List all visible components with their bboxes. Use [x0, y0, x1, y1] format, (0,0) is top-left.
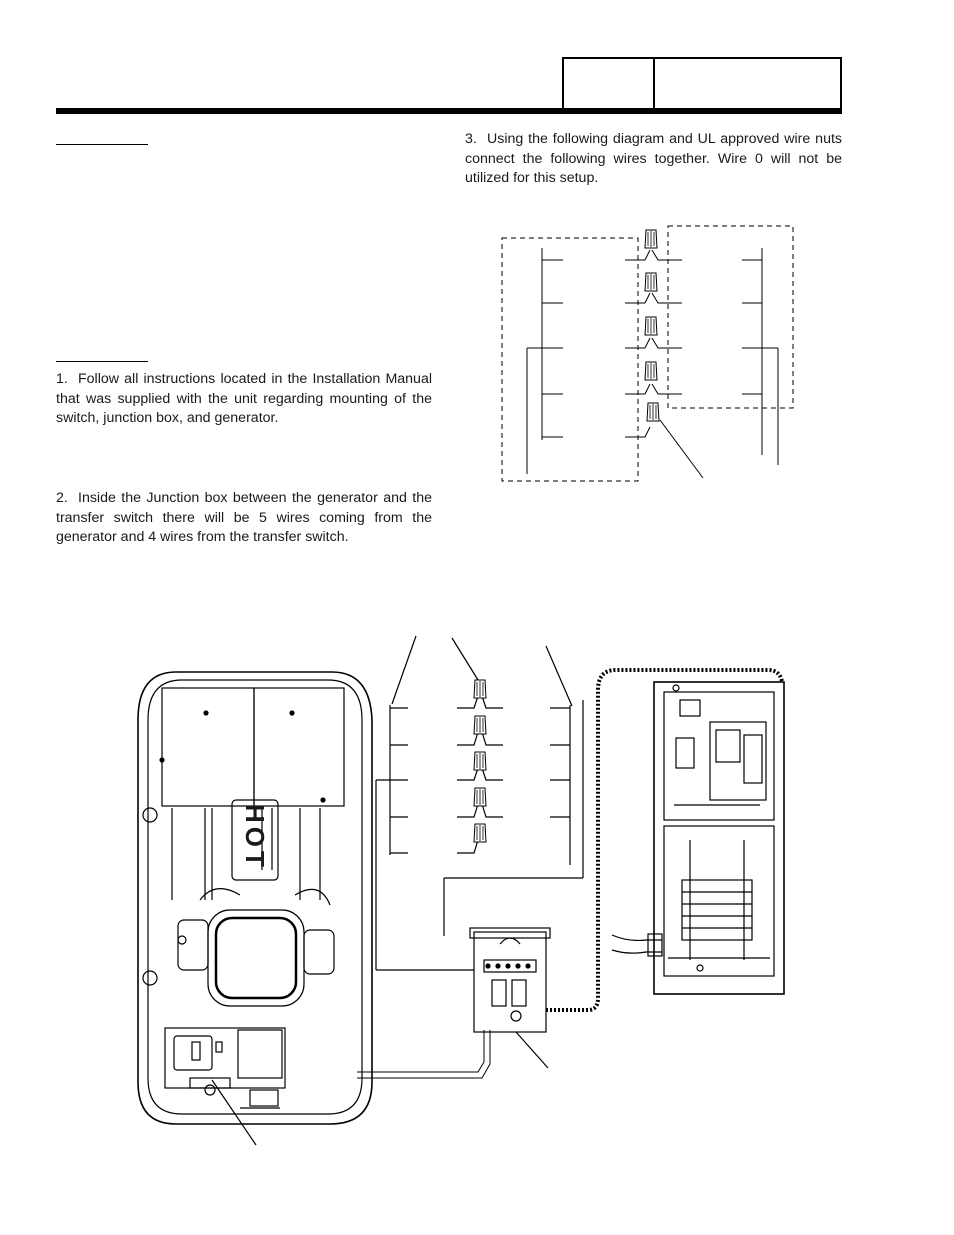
installation-diagram	[138, 636, 784, 1145]
hot-decal-label: HOT	[240, 804, 270, 871]
header-box-section	[562, 57, 655, 109]
air-cleaner	[216, 918, 296, 998]
generator-wire-group-box	[502, 238, 638, 481]
step-2-text: Inside the Junction box between the generator and the transfer switch there will be 5 wires coming from the generator and 4 wires from the transfer switch.	[56, 490, 432, 545]
transfer-switch	[654, 682, 784, 994]
step-3	[465, 130, 842, 189]
header-rule	[56, 108, 842, 114]
step-3-text: Using the following diagram and UL approved wire nuts connect the following wires together. Wire 0 will not be utilized for this setup.	[465, 131, 842, 186]
wire-nut-icons	[645, 230, 659, 421]
step-1-number: 1.	[56, 371, 68, 387]
junction-wiring-diagram	[502, 226, 793, 481]
generator-enclosure	[138, 672, 372, 1124]
heading-underline-1	[56, 144, 148, 145]
step-3-number: 3.	[465, 131, 477, 147]
transfer-wire-group-box	[668, 226, 793, 408]
step-2-number: 2.	[56, 490, 68, 506]
header-box-title	[653, 57, 842, 109]
heading-underline-2	[56, 361, 148, 362]
wire-nut-icons-large	[474, 680, 486, 842]
junction-box	[474, 932, 546, 1032]
step-1	[56, 370, 432, 429]
step-2	[56, 489, 432, 548]
step-1-text: Follow all instructions located in the Installation Manual that was supplied with the unit regarding mounting of the switch, junction box, and generator.	[56, 371, 432, 426]
